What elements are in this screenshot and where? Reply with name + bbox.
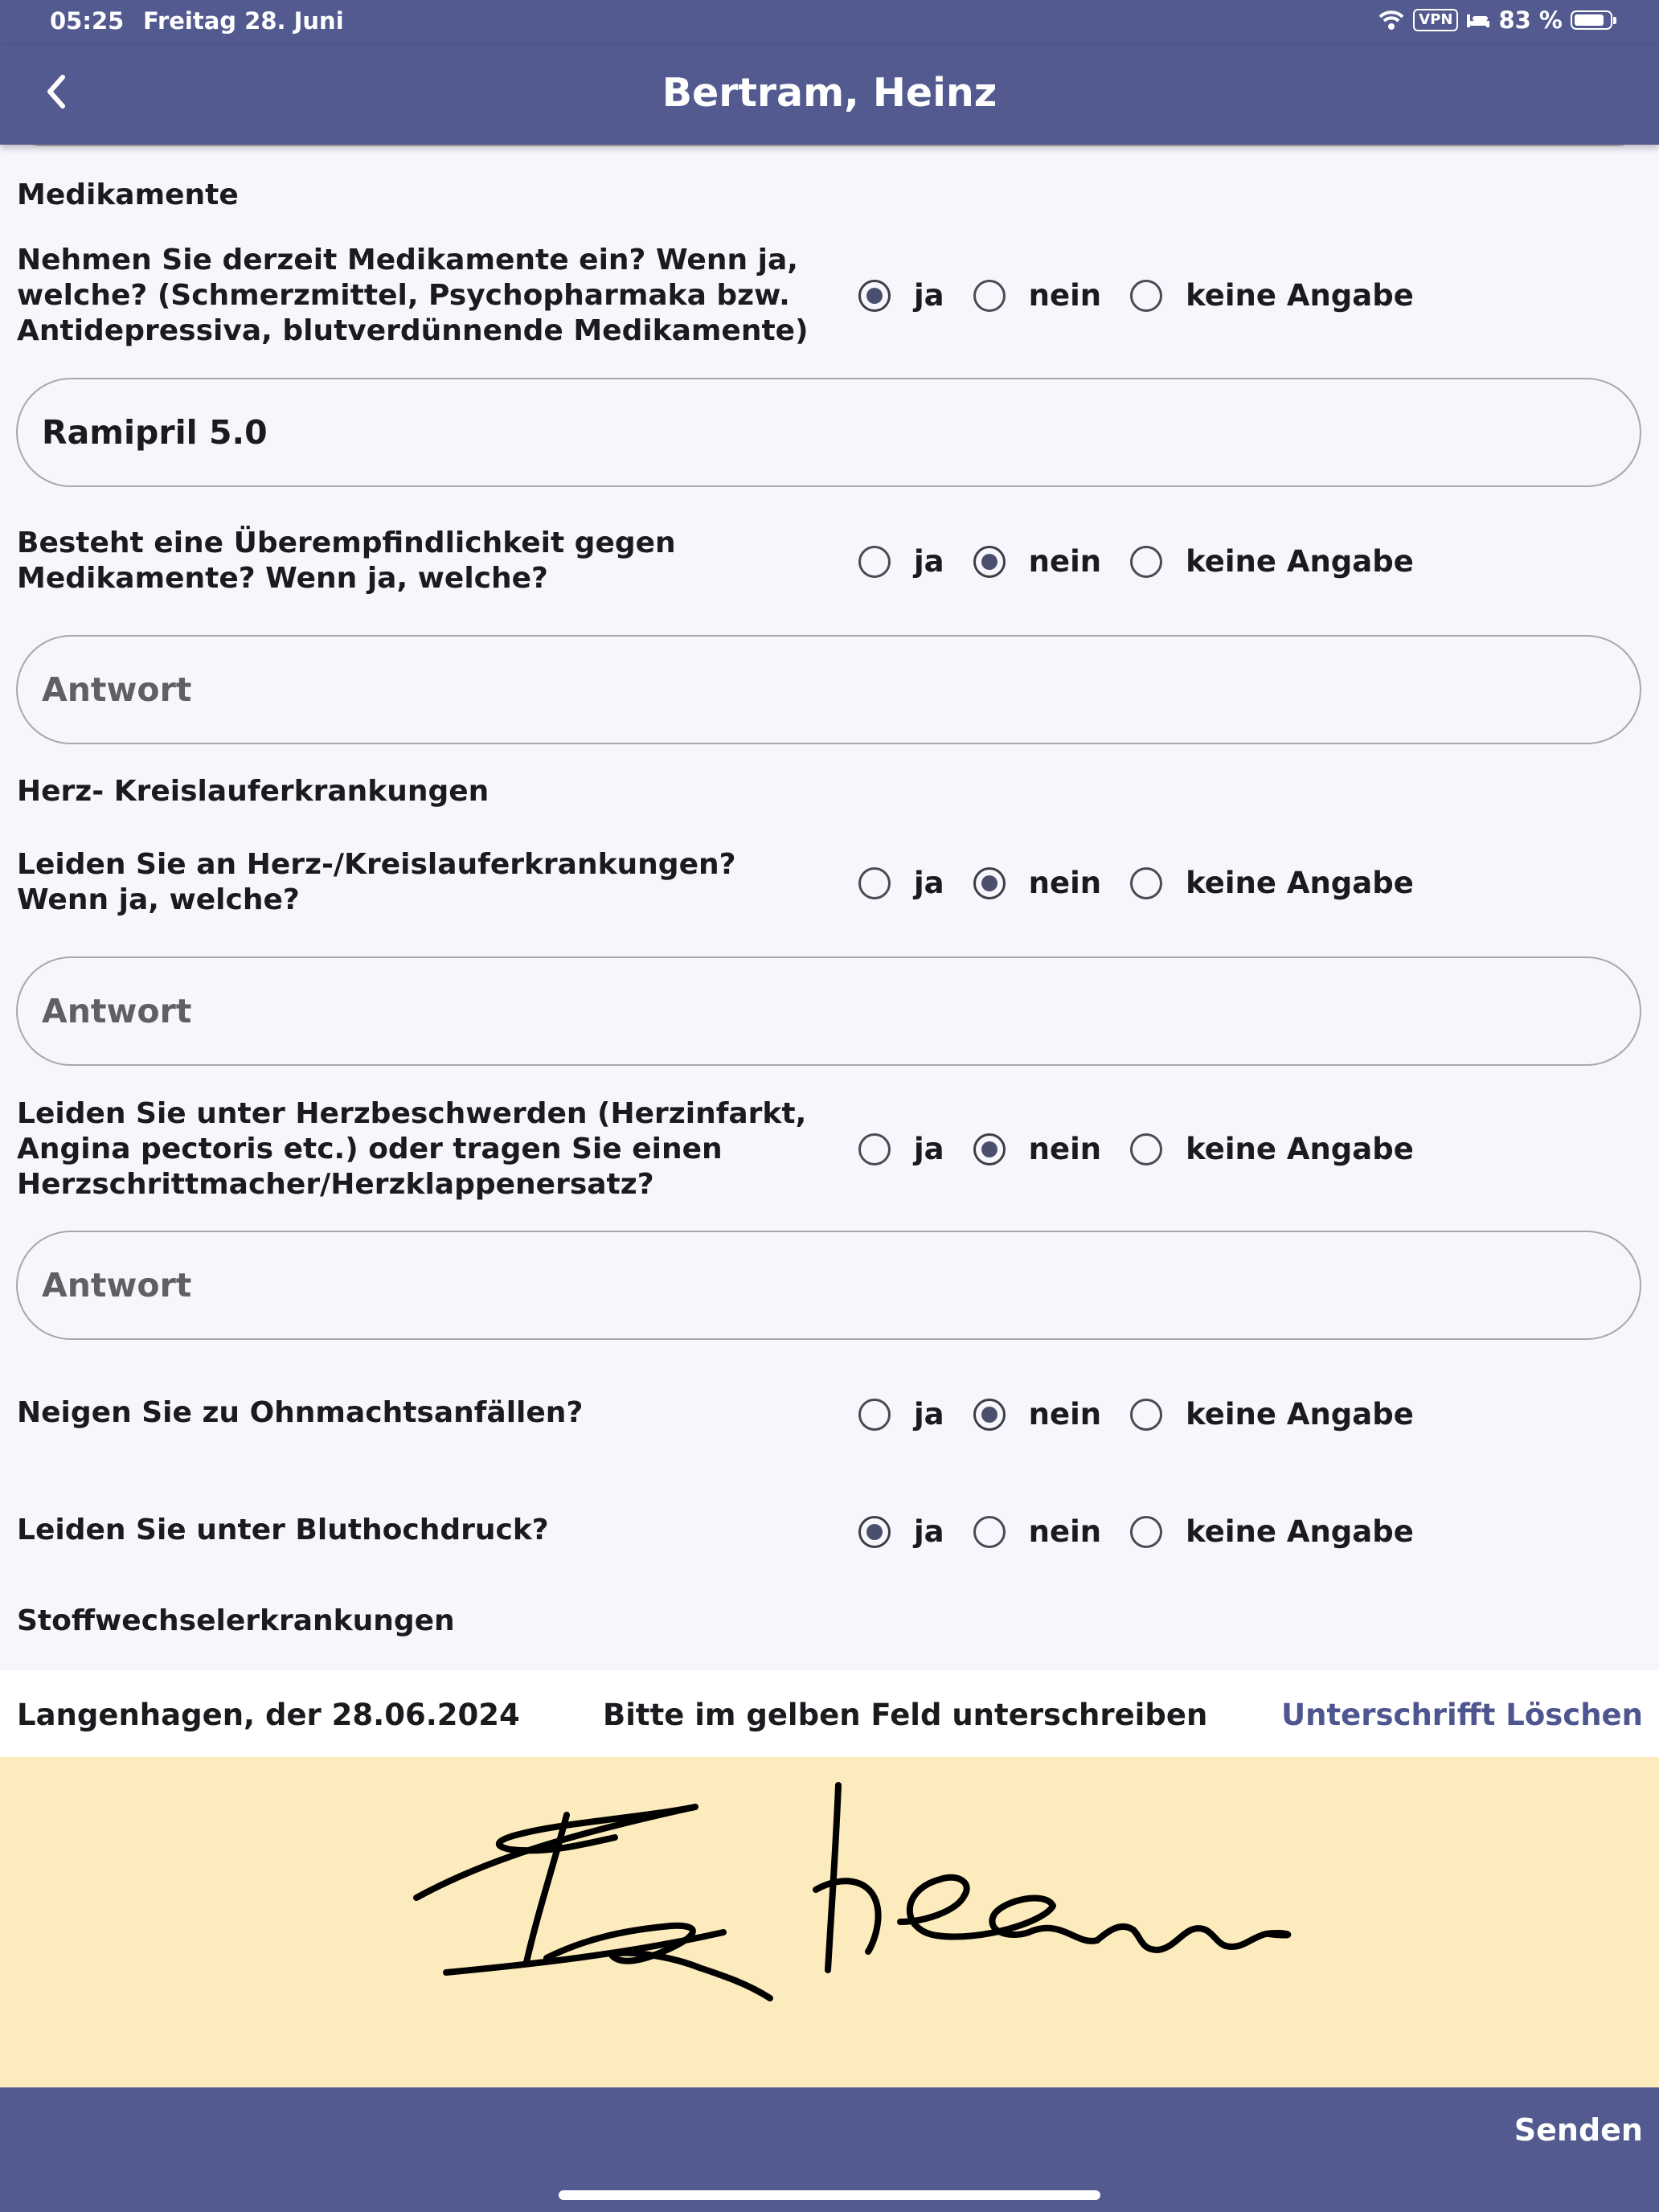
status-bar xyxy=(0,0,1659,45)
question-line: Leiden Sie unter Bluthochdruck? xyxy=(17,1514,549,1546)
section-title-herz-kreislauf: Herz- Kreislauferkrankungen xyxy=(17,775,490,808)
section-title-stoffwechsel: Stoffwechselerkrankungen xyxy=(17,1604,455,1637)
question-line: Medikamente? Wenn ja, welche? xyxy=(17,562,548,595)
question-bluthochdruck xyxy=(17,1513,845,1548)
radio-nein[interactable] xyxy=(973,1516,1006,1548)
radio-label-keine-angabe: keine Angabe xyxy=(1186,866,1414,900)
radio-label-ja: ja xyxy=(914,1132,944,1166)
radio-label-ja: ja xyxy=(914,544,944,579)
radio-group-ohnmacht xyxy=(858,1397,1414,1432)
radio-group-medikamente xyxy=(858,278,1414,313)
radio-ja[interactable] xyxy=(858,1399,891,1431)
radio-nein[interactable] xyxy=(973,546,1006,578)
status-time: 05:25 xyxy=(50,7,125,35)
battery-percent: 83 % xyxy=(1498,6,1563,34)
bottom-bar xyxy=(0,2087,1659,2212)
radio-label-nein: nein xyxy=(1028,1397,1102,1432)
signature-pad[interactable] xyxy=(0,1757,1659,2087)
question-line: Angina pectoris etc.) oder tragen Sie einen xyxy=(17,1133,723,1165)
radio-keine-angabe[interactable] xyxy=(1130,1133,1162,1165)
signature-drawing xyxy=(0,1757,1659,2087)
radio-label-ja: ja xyxy=(914,866,944,900)
radio-group-bluthochdruck xyxy=(858,1514,1414,1549)
question-line: Antidepressiva, blutverdünnende Medikamente) xyxy=(17,314,809,347)
radio-group-herz-kreislauf xyxy=(858,866,1414,900)
radio-label-nein: nein xyxy=(1028,1514,1102,1549)
radio-label-keine-angabe: keine Angabe xyxy=(1186,1514,1414,1549)
radio-keine-angabe[interactable] xyxy=(1130,867,1162,899)
radio-label-keine-angabe: keine Angabe xyxy=(1186,1397,1414,1432)
radio-label-nein: nein xyxy=(1028,866,1102,900)
question-herz-kreislauf xyxy=(17,847,845,918)
answer-field-herz-kreislauf[interactable]: Antwort xyxy=(16,956,1641,1066)
radio-nein[interactable] xyxy=(973,1399,1006,1431)
radio-keine-angabe[interactable] xyxy=(1130,280,1162,312)
question-line: Wenn ja, welche? xyxy=(17,883,300,916)
question-line: Leiden Sie unter Herzbeschwerden (Herzinfarkt, xyxy=(17,1097,807,1130)
question-ueberempfindlichkeit xyxy=(17,526,845,596)
radio-ja[interactable] xyxy=(858,867,891,899)
radio-label-nein: nein xyxy=(1028,278,1102,313)
radio-keine-angabe[interactable] xyxy=(1130,1516,1162,1548)
radio-label-keine-angabe: keine Angabe xyxy=(1186,278,1414,313)
radio-label-ja: ja xyxy=(914,278,944,313)
question-line: Neigen Sie zu Ohnmachtsanfällen? xyxy=(17,1396,584,1429)
signature-header xyxy=(0,1670,1659,1757)
question-line: Herzschrittmacher/Herzklappenersatz? xyxy=(17,1168,654,1201)
radio-ja[interactable] xyxy=(858,546,891,578)
radio-keine-angabe[interactable] xyxy=(1130,546,1162,578)
radio-nein[interactable] xyxy=(973,867,1006,899)
vpn-badge: VPN xyxy=(1413,9,1458,31)
page-title: Bertram, Heinz xyxy=(662,70,997,116)
section-title-medikamente: Medikamente xyxy=(17,178,239,211)
home-indicator[interactable] xyxy=(559,2190,1100,2200)
question-herzbeschwerden xyxy=(17,1096,845,1202)
battery-icon xyxy=(1571,10,1612,30)
radio-label-ja: ja xyxy=(914,1514,944,1549)
radio-ja[interactable] xyxy=(858,1133,891,1165)
radio-label-ja: ja xyxy=(914,1397,944,1432)
send-button[interactable]: Senden xyxy=(1514,2112,1643,2148)
question-ohnmacht xyxy=(17,1395,845,1431)
radio-ja[interactable] xyxy=(858,280,891,312)
radio-group-ueberempfindlichkeit xyxy=(858,544,1414,579)
radio-ja[interactable] xyxy=(858,1516,891,1548)
question-line: Besteht eine Überempfindlichkeit gegen xyxy=(17,526,676,559)
radio-label-keine-angabe: keine Angabe xyxy=(1186,544,1414,579)
clear-signature-button[interactable]: Unterschrifft Löschen xyxy=(1281,1698,1643,1732)
answer-field-medikamente[interactable]: Ramipril 5.0 xyxy=(16,378,1641,487)
radio-nein[interactable] xyxy=(973,280,1006,312)
status-date: Freitag 28. Juni xyxy=(143,7,344,35)
radio-label-nein: nein xyxy=(1028,1132,1102,1166)
question-medikamente xyxy=(17,243,845,349)
radio-label-nein: nein xyxy=(1028,544,1102,579)
bed-icon xyxy=(1466,11,1490,29)
radio-group-herzbeschwerden xyxy=(858,1132,1414,1166)
status-icons xyxy=(1378,6,1612,34)
question-line: Nehmen Sie derzeit Medikamente ein? Wenn ja, xyxy=(17,244,798,276)
signature-hint: Bitte im gelben Feld unterschreiben xyxy=(603,1698,1208,1732)
answer-field-ueberempfindlichkeit[interactable]: Antwort xyxy=(16,635,1641,744)
question-line: Leiden Sie an Herz-/Kreislauferkrankungen? xyxy=(17,848,736,881)
radio-keine-angabe[interactable] xyxy=(1130,1399,1162,1431)
question-line: welche? (Schmerzmittel, Psychopharmaka bzw. xyxy=(17,279,790,312)
nav-bar xyxy=(0,45,1659,145)
place-date: Langenhagen, der 28.06.2024 xyxy=(17,1698,520,1732)
radio-nein[interactable] xyxy=(973,1133,1006,1165)
answer-field-herzbeschwerden[interactable]: Antwort xyxy=(16,1231,1641,1340)
radio-label-keine-angabe: keine Angabe xyxy=(1186,1132,1414,1166)
wifi-icon xyxy=(1378,10,1405,31)
